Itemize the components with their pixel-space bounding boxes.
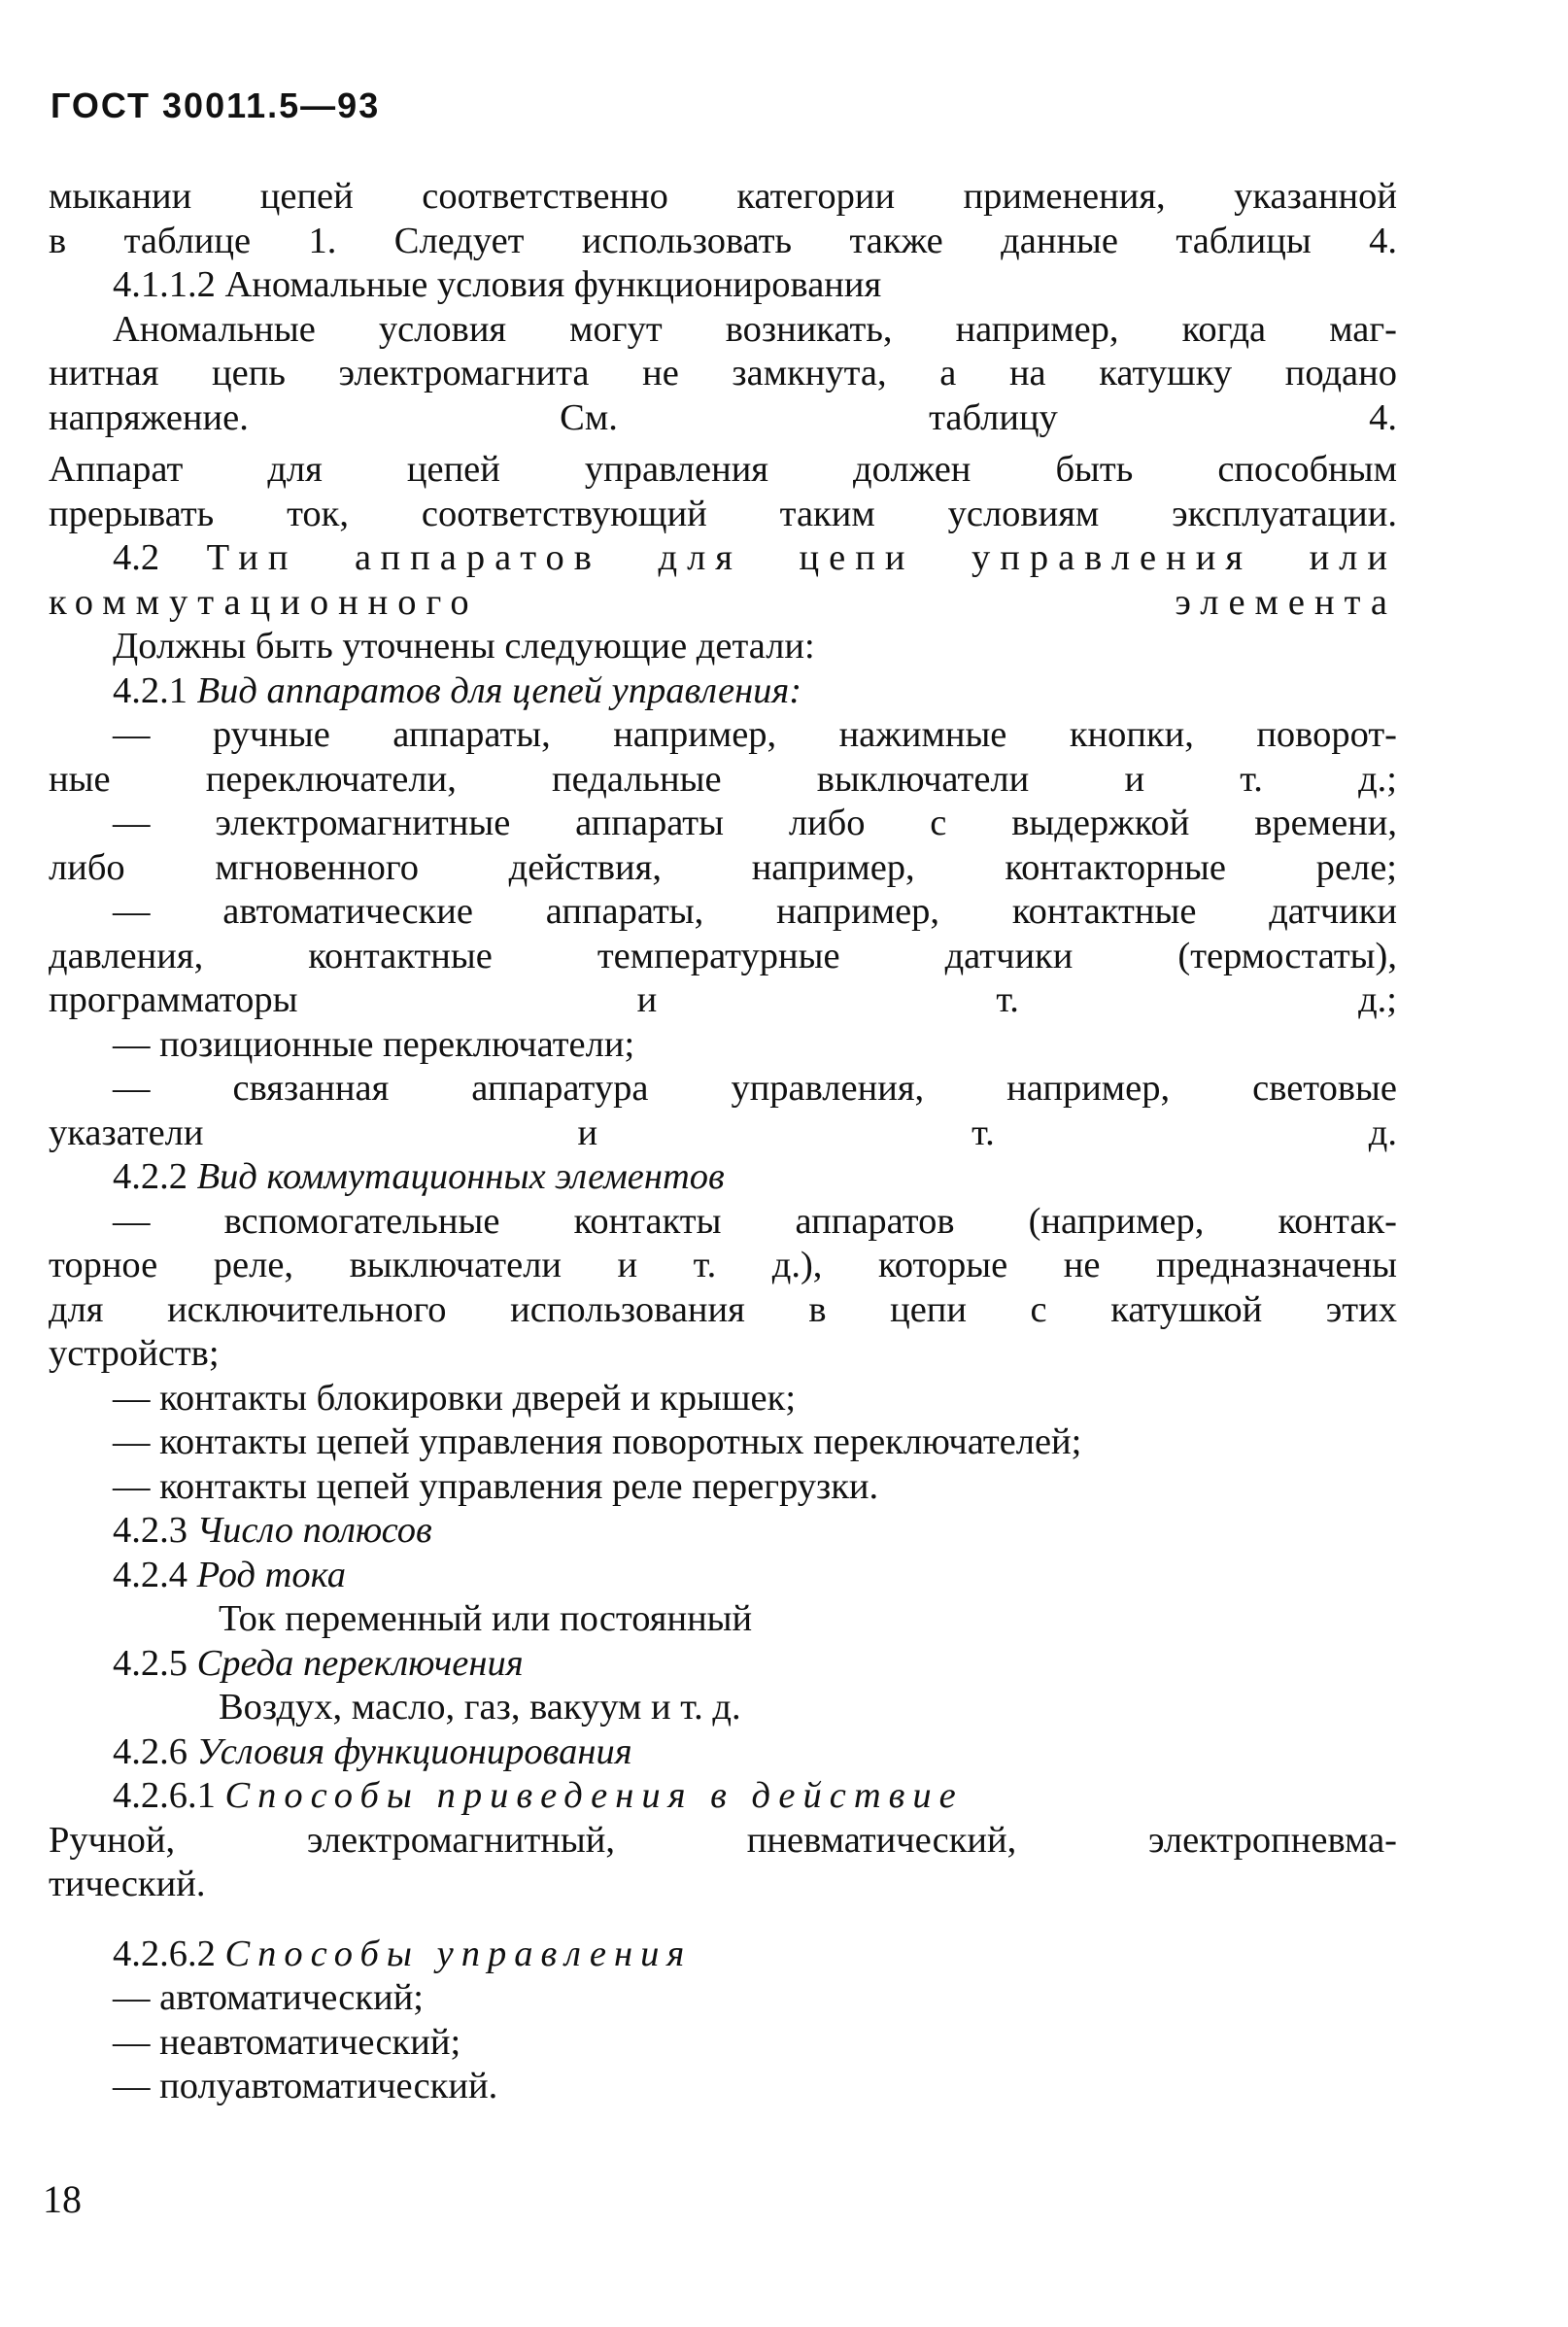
clause-4-2-1 — [49, 669, 1397, 714]
clause-number: 4.2.3 — [113, 1510, 187, 1551]
clause-number: 4.2 — [113, 537, 160, 578]
list-item — [49, 1023, 1397, 1068]
text-line: — ручные аппараты, например, нажимные кнопки, поворот- — [113, 714, 1397, 755]
paragraph — [49, 1686, 1397, 1730]
text-line: устройств; — [49, 1333, 220, 1374]
clause-title: Вид коммутационных элементов — [196, 1156, 725, 1197]
clause-title-line: коммутационного элемента — [49, 581, 1397, 623]
clause-4-2-3 — [49, 1509, 1397, 1554]
text-line: для исключительного использования в цепи с катушкой этих — [49, 1288, 1397, 1330]
text-line: прерывать ток, соответствующий таким условиям эксплуатации. — [49, 493, 1397, 534]
paragraph — [49, 1597, 1397, 1642]
clause-4-2-6-1 — [49, 1774, 1397, 1819]
text-line: Ток переменный или постоянный — [219, 1598, 753, 1639]
text-line: торное реле, выключатели и т. д.), которые не предназначены — [49, 1245, 1397, 1285]
text-line: — вспомогательные контакты аппаратов (например, контак- — [113, 1200, 1397, 1242]
clause-4-2-6 — [49, 1730, 1397, 1775]
list-item — [49, 890, 1397, 1023]
clause-number: 4.1.1.2 — [113, 264, 216, 305]
paragraph — [49, 175, 1397, 263]
text-line: Должны быть уточнены следующие детали: — [113, 626, 815, 667]
text-line: ные переключатели, педальные выключатели и т. д.; — [49, 758, 1397, 800]
clause-4-2-2 — [49, 1155, 1397, 1200]
clause-title: Род тока — [196, 1554, 346, 1595]
paragraph — [49, 448, 1397, 536]
text-line: Воздух, масло, газ, вакуум и т. д. — [219, 1687, 741, 1728]
text-line: мыкании цепей соответственно категории применения, указанной — [49, 176, 1397, 217]
list-item — [49, 713, 1397, 802]
clause-number: 4.2.1 — [113, 669, 187, 711]
text-line: давления, контактные температурные датчики (термостаты), — [49, 935, 1397, 976]
clause-title: Способы приведения в действие — [224, 1775, 964, 1816]
text-line: либо мгновенного действия, например, контакторные реле; — [49, 846, 1397, 888]
list-item — [49, 2021, 1397, 2066]
paragraph — [49, 625, 1397, 669]
text-line: Ручной, электромагнитный, пневматический, электропневма- — [49, 1819, 1397, 1861]
list-item — [49, 1200, 1397, 1377]
list-item — [49, 2065, 1397, 2109]
clause-4-2-5 — [49, 1642, 1397, 1687]
text-line: — контакты блокировки дверей и крышек; — [113, 1377, 797, 1419]
text-line: тический. — [49, 1864, 206, 1904]
list-item — [49, 802, 1397, 890]
clause-title: Вид аппаратов для цепей управления: — [196, 669, 802, 711]
list-item — [49, 1976, 1397, 2021]
text-line: — связанная аппаратура управления, например, световые — [113, 1068, 1397, 1109]
text-line: Аппарат для цепей управления должен быть способным — [49, 449, 1397, 490]
text-line: — автоматические аппараты, например, контактные датчики — [113, 891, 1397, 932]
clause-number: 4.2.4 — [113, 1554, 187, 1595]
text-line: — контакты цепей управления поворотных переключателей; — [113, 1421, 1082, 1462]
clause-number: 4.2.6.2 — [113, 1933, 216, 1974]
text-line: программаторы и т. д.; — [49, 979, 1397, 1020]
page-number: 18 — [43, 2177, 82, 2221]
clause-4-2-6-2 — [49, 1933, 1397, 1977]
text-line: нитная цепь электромагнита не замкнута, а на катушку подано — [49, 353, 1397, 394]
list-item — [49, 1067, 1397, 1155]
paragraph — [49, 308, 1397, 441]
text-line: — позиционные переключатели; — [113, 1023, 635, 1065]
clause-4-2-4 — [49, 1554, 1397, 1598]
clause-title: Способы управления — [224, 1933, 693, 1974]
clause-4-1-1-2 — [49, 263, 1397, 308]
clause-number: 4.2.5 — [113, 1642, 187, 1684]
text-line: Аномальные условия могут возникать, например, когда маг- — [113, 308, 1397, 350]
clause-number: 4.2.6.1 — [113, 1775, 216, 1816]
text-line: указатели и т. д. — [49, 1112, 1397, 1153]
text-line: — электромагнитные аппараты либо с выдержкой времени, — [113, 803, 1397, 843]
text-line: — полуавтоматический. — [113, 2066, 498, 2106]
spacer — [49, 1907, 1397, 1933]
clause-4-2 — [49, 536, 1397, 625]
text-line: — неавтоматический; — [113, 2021, 461, 2063]
clause-title-line: Тип аппаратов для цепи управления или — [206, 537, 1398, 578]
text-line: в таблице 1. Следует использовать также данные таблицы 4. — [49, 220, 1397, 261]
clause-title: Среда переключения — [196, 1642, 524, 1684]
text-line: — автоматический; — [113, 1977, 424, 2018]
text-line: напряжение. См. таблицу 4. — [49, 396, 1397, 438]
list-item — [49, 1377, 1397, 1421]
text-line: — контакты цепей управления реле перегрузки. — [113, 1465, 879, 1507]
list-item — [49, 1420, 1397, 1465]
page-header: ГОСТ 30011.5—93 — [51, 86, 381, 125]
clause-title: Условия функционирования — [196, 1730, 632, 1772]
list-item — [49, 1465, 1397, 1510]
clause-title: Число полюсов — [196, 1510, 432, 1551]
clause-title: Аномальные условия функционирования — [224, 264, 882, 305]
clause-number: 4.2.6 — [113, 1730, 187, 1772]
clause-number: 4.2.2 — [113, 1156, 187, 1197]
paragraph — [49, 1819, 1397, 1907]
body-text — [49, 175, 1397, 2109]
